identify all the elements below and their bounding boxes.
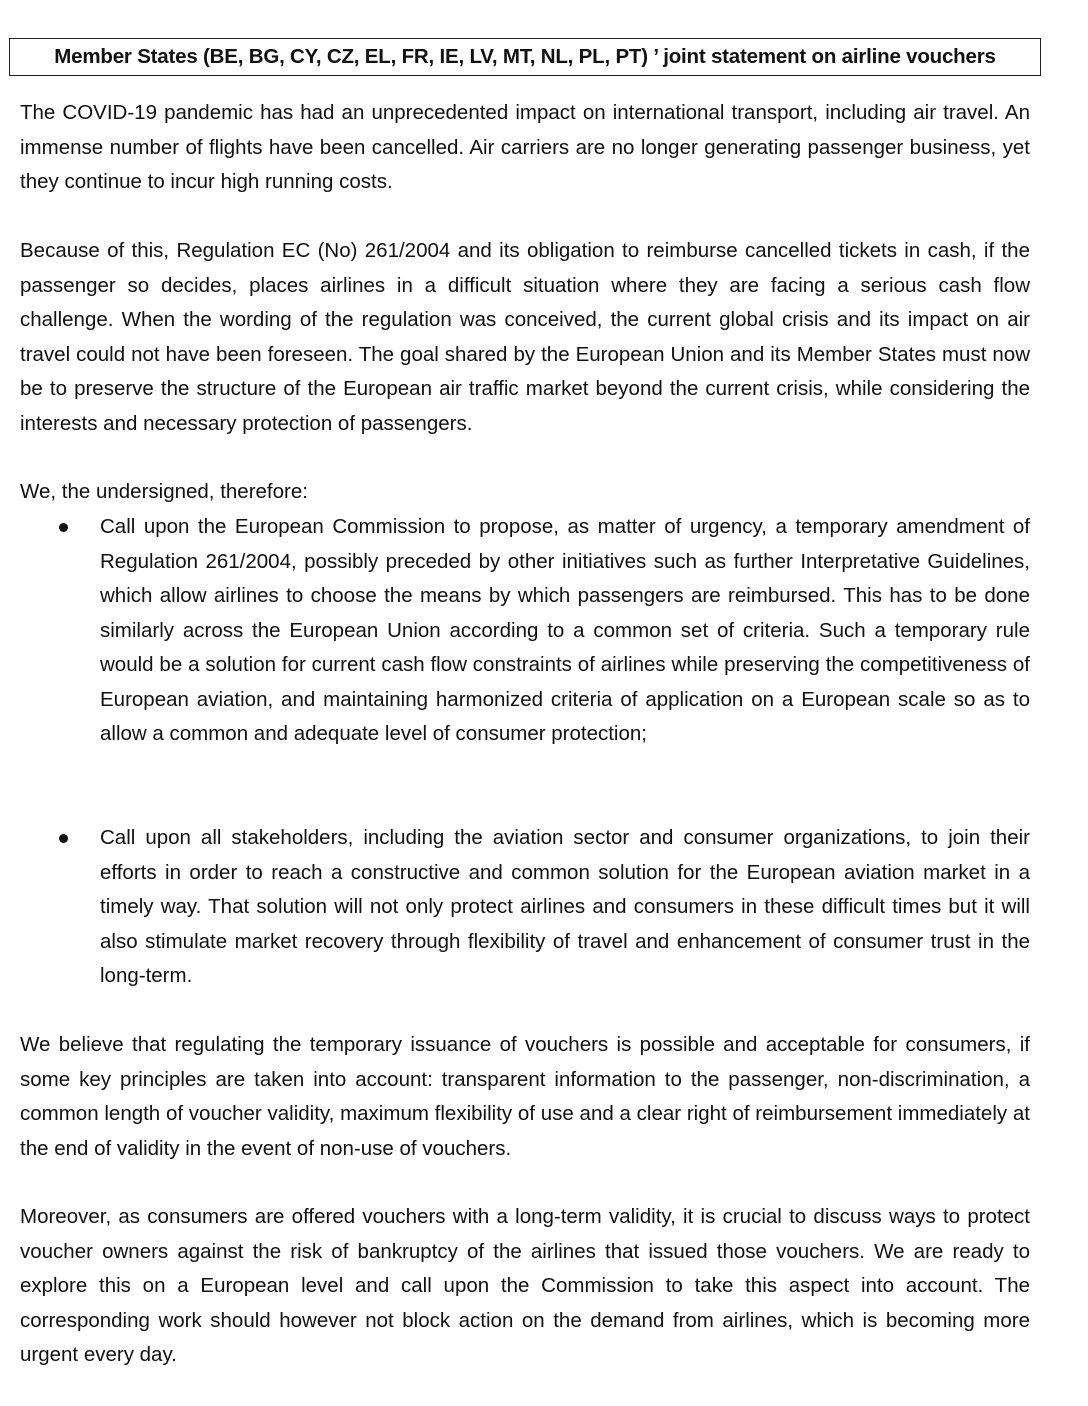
title-box bbox=[9, 38, 1041, 76]
paragraph-intro: The COVID-19 pandemic has had an unprecedented impact on international transport, including air travel. An immense number of flights have been cancelled. Air carriers are no longer generating passenger business, yet they continue to incur high running costs. bbox=[20, 101, 1030, 193]
paragraph-moreover: Moreover, as consumers are offered vouchers with a long-term validity, it is crucial to discuss ways to protect voucher owners against the risk of bankruptcy of the airlines that issued those vouchers. We are ready to explore this on a European level and call upon the Commission to take this aspect into account. The corresponding work should however not block action on the demand from airlines, which is becoming more urgent every day. bbox=[20, 1205, 1030, 1366]
paragraph-belief: We believe that regulating the temporary issuance of vouchers is possible and acceptable for consumers, if some key principles are taken into account: transparent information to the passenger, non-discrimination, a common length of voucher validity, maximum flexibility of use and a clear right of reimbursement immediately at the end of validity in the event of non-use of vouchers. bbox=[20, 1033, 1030, 1160]
document-title: Member States (BE, BG, CY, CZ, EL, FR, IE, LV, MT, NL, PL, PT) ’ joint statement on airline vouchers bbox=[54, 45, 996, 68]
paragraph-regulation: Because of this, Regulation EC (No) 261/2004 and its obligation to reimburse cancelled tickets in cash, if the passenger so decides, places airlines in a difficult situation where they are facing a serious cash flow challenge. When the wording of the regulation was conceived, the current global crisis and its impact on air travel could not have been foreseen. The goal shared by the European Union and its Member States must now be to preserve the structure of the European air traffic market beyond the current crisis, while considering the interests and necessary protection of passengers. bbox=[20, 239, 1030, 435]
bullet-text-2: Call upon all stakeholders, including the aviation sector and consumer organizations, to join their efforts in order to reach a constructive and common solution for the European aviation market in a timely way. That solution will not only protect airlines and consumers in these difficult times but it will also stimulate market recovery through flexibility of travel and enhancement of consumer trust in the long-term. bbox=[100, 826, 1030, 987]
bullet-text-1: Call upon the European Commission to propose, as matter of urgency, a temporary amendment of Regulation 261/2004, possibly preceded by other initiatives such as further Interpretative Guidelines, which allow airlines to choose the means by which passengers are reimbursed. This has to be done similarly across the European Union according to a common set of criteria. Such a temporary rule would be a solution for current cash flow constraints of airlines while preserving the competitiveness of European aviation, and maintaining harmonized criteria of application on a European scale so as to allow a common and adequate level of consumer protection; bbox=[100, 515, 1030, 745]
bullet-icon bbox=[59, 523, 68, 532]
paragraph-undersigned: We, the undersigned, therefore: bbox=[20, 480, 308, 503]
bullet-icon bbox=[59, 834, 68, 843]
